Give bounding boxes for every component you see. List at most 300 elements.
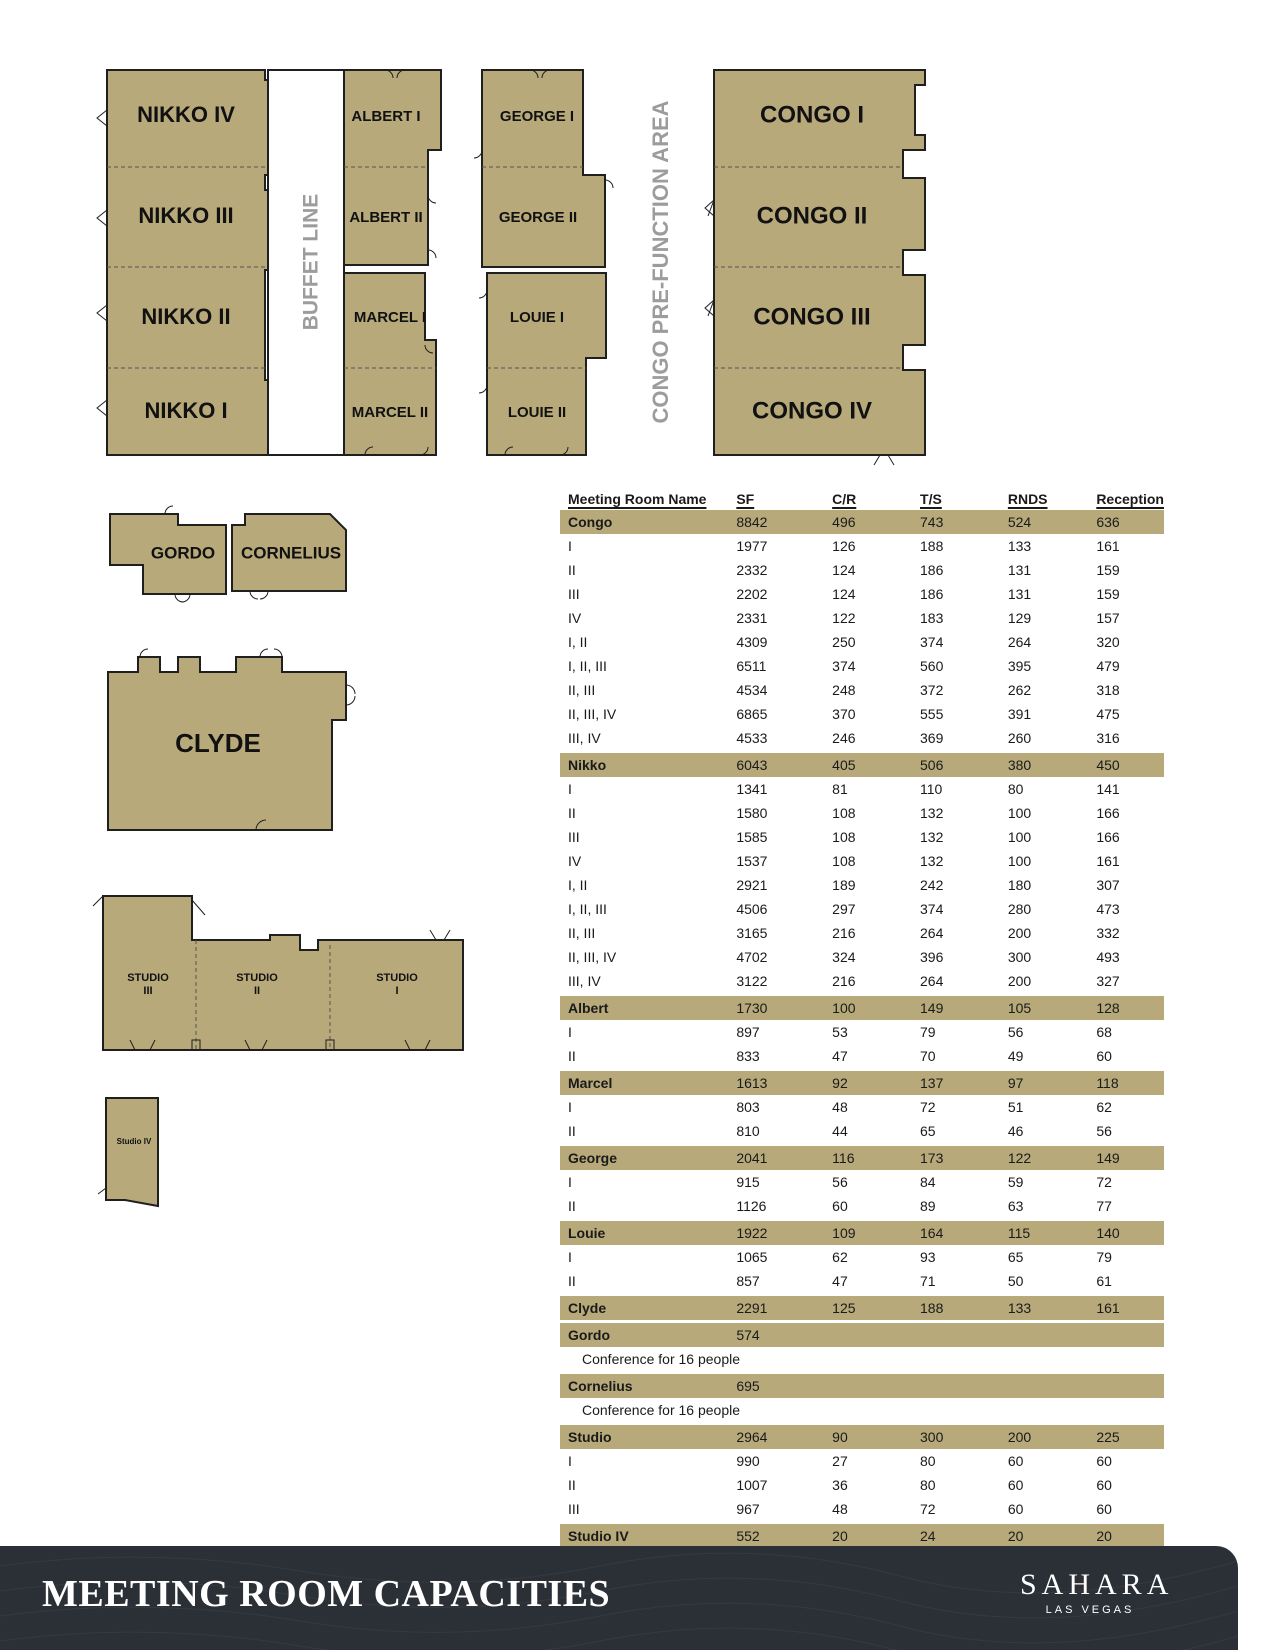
row-value: 50 [1007,1273,1024,1289]
row-value: 479 [1096,658,1120,674]
row-value: 48 [832,1099,848,1115]
room-label-studio-i-b: I [395,984,399,997]
table-row [560,777,1164,801]
row-value: 65 [920,1123,936,1139]
row-value: 2331 [736,610,768,626]
capacity-table-body [560,507,1164,1548]
table-row [560,558,1164,582]
row-value: 1977 [736,538,768,554]
room-label-clyde: CLYDE [175,727,261,758]
table-row [560,678,1164,702]
row-value: 1007 [736,1477,768,1493]
row-name: I [568,1249,572,1265]
room-label-studio-ii-a: STUDIO [236,971,278,984]
group-name: Studio IV [560,1524,728,1548]
row-value: 60 [832,1198,848,1214]
room-label-congo-iv: CONGO IV [751,397,873,425]
row-value: 141 [1096,781,1120,797]
header-rnds: RNDS [1007,491,1048,507]
row-value: 316 [1096,730,1120,746]
row-value: 110 [920,781,943,797]
row-value: 36 [832,1477,848,1493]
row-value: 53 [832,1024,848,1040]
marcel-block [344,273,436,455]
row-value: 374 [920,634,944,650]
row-value: 72 [920,1099,936,1115]
row-value: 133 [1007,538,1032,554]
row-value: 122 [832,610,856,626]
row-value: 70 [920,1048,936,1064]
row-value: 79 [920,1024,936,1040]
george-block [474,70,613,267]
brand-subtitle: LAS VEGAS [1045,1604,1135,1616]
group-value: 300 [912,1425,1000,1449]
room-label-studio-iv: Studio IV [116,1137,152,1147]
row-value: 93 [920,1249,936,1265]
row-value: 79 [1096,1249,1112,1265]
row-name: II, III [568,682,596,698]
group-value: 115 [1000,1221,1088,1245]
row-value: 332 [1096,925,1120,941]
row-value: 56 [1096,1123,1112,1139]
group-value [912,1323,1000,1347]
group-value: 8842 [728,510,824,534]
table-row [560,1269,1164,1293]
row-value: 132 [920,829,944,845]
table-group-row [560,1071,1164,1095]
row-value: 6511 [736,658,767,674]
row-value: 370 [832,706,856,722]
group-value: 125 [824,1296,912,1320]
group-value: 200 [1000,1425,1088,1449]
group-name: Studio [560,1425,728,1449]
row-name: II [568,1273,576,1289]
row-value: 264 [1007,634,1032,650]
table-row [560,921,1164,945]
table-row [560,945,1164,969]
row-name: III [568,586,580,602]
row-name: I [568,1099,572,1115]
row-value: 248 [832,682,856,698]
group-value: 20 [1000,1524,1088,1548]
table-row [560,969,1164,993]
row-value: 1341 [736,781,768,797]
row-name: II, III, IV [568,949,617,965]
row-value: 264 [920,925,944,941]
room-label-nikko-iv: NIKKO IV [137,101,235,127]
row-value: 44 [832,1123,848,1139]
row-value: 180 [1007,877,1032,893]
row-value: 4506 [736,901,768,917]
row-value: 124 [832,562,856,578]
row-value: 395 [1007,658,1032,674]
row-name: I [568,781,572,797]
table-note-row [560,1398,1164,1422]
row-value: 48 [832,1501,848,1517]
group-value: 137 [912,1071,1000,1095]
row-value: 1065 [736,1249,768,1265]
row-value: 242 [920,877,944,893]
page-title: MEETING ROOM CAPACITIES [42,1573,611,1615]
albert-block [344,70,441,265]
nikko-block [97,70,277,455]
header-room-name: Meeting Room Name [568,491,707,507]
group-name: Louie [560,1221,728,1245]
group-value: 743 [912,510,1000,534]
row-value: 81 [832,781,848,797]
group-value: 552 [728,1524,824,1548]
group-value: 122 [1000,1146,1088,1170]
group-value: 118 [1088,1071,1164,1095]
row-name: III [568,829,580,845]
group-value: 1613 [728,1071,824,1095]
row-value: 6865 [736,706,768,722]
row-value: 100 [1007,805,1032,821]
group-value: 149 [912,996,1000,1020]
table-group-row [560,1374,1164,1398]
row-name: III, IV [568,730,601,746]
row-value: 51 [1007,1099,1024,1115]
studio-block [93,896,463,1050]
group-value: 105 [1000,996,1088,1020]
group-value [1000,1374,1088,1398]
group-value: 2041 [728,1146,824,1170]
row-value: 374 [920,901,944,917]
row-value: 161 [1096,538,1120,554]
group-value [912,1374,1000,1398]
row-value: 46 [1007,1123,1024,1139]
group-value: 2964 [728,1425,824,1449]
table-header-row [560,485,1164,507]
row-value: 56 [832,1174,848,1190]
table-group-row [560,996,1164,1020]
row-value: 4534 [736,682,768,698]
footer-band [0,1546,1238,1650]
row-value: 189 [832,877,856,893]
room-label-george-ii: GEORGE II [498,208,578,226]
table-row [560,825,1164,849]
row-value: 60 [1007,1453,1024,1469]
row-value: 65 [1007,1249,1024,1265]
table-group-row [560,1296,1164,1320]
row-value: 200 [1007,925,1032,941]
row-name: II [568,562,576,578]
table-row [560,1170,1164,1194]
row-value: 60 [1096,1501,1112,1517]
group-value: 188 [912,1296,1000,1320]
row-value: 68 [1096,1024,1112,1040]
row-name: I, II [568,634,588,650]
row-value: 47 [832,1048,848,1064]
row-name: I [568,1453,572,1469]
row-value: 186 [920,586,944,602]
row-value: 84 [920,1174,936,1190]
row-name: I [568,538,572,554]
group-name: Congo [560,510,728,534]
row-value: 4309 [736,634,768,650]
group-value: 405 [824,753,912,777]
row-value: 327 [1096,973,1120,989]
group-value: 149 [1088,1146,1164,1170]
table-row [560,1119,1164,1143]
group-value: 128 [1088,996,1164,1020]
room-label-studio-ii-b: II [253,984,261,997]
group-value: 450 [1088,753,1164,777]
row-name: III [568,1501,580,1517]
brand-logo [1020,1568,1174,1616]
group-value: 173 [912,1146,1000,1170]
row-name: II [568,1048,576,1064]
row-value: 216 [832,925,856,941]
group-name: Gordo [560,1323,728,1347]
row-value: 857 [736,1273,760,1289]
row-value: 318 [1096,682,1120,698]
row-value: 27 [832,1453,848,1469]
row-value: 100 [1007,853,1032,869]
group-value: 140 [1088,1221,1164,1245]
room-label-congo-iii: CONGO III [753,303,871,331]
table-row [560,873,1164,897]
row-name: I [568,1024,572,1040]
row-value: 63 [1007,1198,1024,1214]
brand-name: SAHARA [1020,1568,1174,1601]
row-value: 262 [1007,682,1032,698]
row-value: 1585 [736,829,768,845]
row-value: 62 [832,1249,848,1265]
room-label-nikko-iii: NIKKO III [138,202,234,228]
row-value: 72 [1096,1174,1112,1190]
row-value: 307 [1096,877,1120,893]
table-row [560,1449,1164,1473]
row-value: 493 [1096,949,1120,965]
row-value: 324 [832,949,856,965]
row-value: 300 [1007,949,1032,965]
group-value: 116 [824,1146,912,1170]
table-row [560,1095,1164,1119]
row-name: II [568,1477,576,1493]
row-value: 2332 [736,562,768,578]
row-value: 72 [920,1501,936,1517]
row-value: 100 [1007,829,1032,845]
group-value: 6043 [728,753,824,777]
table-group-row [560,1221,1164,1245]
group-value [1088,1323,1164,1347]
row-value: 77 [1096,1198,1112,1214]
clyde-block [108,649,355,830]
table-row [560,897,1164,921]
row-value: 183 [920,610,944,626]
room-label-studio-iii-b: III [143,984,153,997]
table-group-row [560,510,1164,534]
row-value: 61 [1096,1273,1112,1289]
group-value: 161 [1088,1296,1164,1320]
row-value: 129 [1007,610,1032,626]
table-group-row [560,1524,1164,1548]
group-note: Conference for 16 people [582,1351,740,1367]
buffet-line-label: BUFFET LINE [299,193,323,331]
room-label-studio-iii-a: STUDIO [127,971,169,984]
row-name: II [568,805,576,821]
row-value: 108 [832,853,856,869]
congo-prefunction-label: CONGO PRE-FUNCTION AREA [647,100,673,424]
table-row [560,534,1164,558]
row-name: II [568,1198,576,1214]
congo-block [705,70,925,465]
row-value: 131 [1007,586,1032,602]
room-label-nikko-ii: NIKKO II [141,303,231,329]
louie-block [479,273,606,455]
row-value: 60 [1007,1501,1024,1517]
row-value: 108 [832,829,856,845]
group-note: Conference for 16 people [582,1402,740,1418]
group-value: 92 [824,1071,912,1095]
group-value: 1922 [728,1221,824,1245]
row-value: 369 [920,730,944,746]
row-name: II [568,1123,576,1139]
row-value: 246 [832,730,856,746]
row-value: 555 [920,706,944,722]
group-value: 2291 [728,1296,824,1320]
room-label-studio-i-a: STUDIO [376,971,418,984]
row-value: 80 [1007,781,1024,797]
group-value: 1730 [728,996,824,1020]
row-name: IV [568,610,582,626]
table-row [560,1020,1164,1044]
table-group-row [560,1323,1164,1347]
group-value [824,1323,912,1347]
row-value: 810 [736,1123,760,1139]
header-ts: T/S [920,491,942,507]
row-name: I, II, III [568,901,607,917]
row-value: 560 [920,658,944,674]
row-value: 56 [1007,1024,1024,1040]
group-value [824,1374,912,1398]
row-value: 188 [920,538,944,554]
row-value: 89 [920,1198,936,1214]
group-value: 90 [824,1425,912,1449]
row-value: 108 [832,805,856,821]
row-value: 132 [920,805,944,821]
row-name: I, II, III [568,658,607,674]
room-label-marcel-i: MARCEL I [353,308,427,326]
row-value: 250 [832,634,856,650]
group-value: 100 [824,996,912,1020]
group-value: 506 [912,753,1000,777]
row-name: II, III, IV [568,706,617,722]
room-label-congo-i: CONGO I [759,101,865,129]
gordo-cornelius-block [110,506,346,602]
header-reception: Reception [1096,491,1164,507]
row-value: 297 [832,901,856,917]
row-value: 1126 [736,1198,767,1214]
row-value: 60 [1096,1453,1112,1469]
row-value: 396 [920,949,944,965]
row-value: 967 [736,1501,760,1517]
row-value: 49 [1007,1048,1024,1064]
row-value: 200 [1007,973,1032,989]
row-value: 159 [1096,586,1120,602]
table-group-row [560,753,1164,777]
group-value: 496 [824,510,912,534]
row-value: 132 [920,853,944,869]
table-row [560,702,1164,726]
group-name: Clyde [560,1296,728,1320]
row-value: 3122 [736,973,768,989]
row-value: 374 [832,658,856,674]
row-value: 47 [832,1273,848,1289]
room-label-louie-i: LOUIE I [509,308,565,326]
row-value: 157 [1096,610,1120,626]
row-value: 2921 [736,877,768,893]
row-value: 803 [736,1099,760,1115]
row-name: I [568,1174,572,1190]
table-group-row [560,1425,1164,1449]
group-name: George [560,1146,728,1170]
row-name: IV [568,853,582,869]
table-group-row [560,1146,1164,1170]
group-value: 225 [1088,1425,1164,1449]
room-label-albert-i: ALBERT I [351,107,421,125]
row-value: 80 [920,1453,936,1469]
table-row [560,1497,1164,1521]
row-value: 2202 [736,586,768,602]
group-name: Marcel [560,1071,728,1095]
group-value: 524 [1000,510,1088,534]
group-name: Nikko [560,753,728,777]
row-value: 260 [1007,730,1032,746]
table-row [560,654,1164,678]
header-sf: SF [736,491,755,507]
row-value: 126 [832,538,856,554]
row-value: 280 [1007,901,1032,917]
table-row [560,801,1164,825]
group-value: 109 [824,1221,912,1245]
row-name: II, III [568,925,596,941]
row-value: 186 [920,562,944,578]
row-value: 60 [1007,1477,1024,1493]
table-row [560,726,1164,750]
table-row [560,1044,1164,1068]
row-value: 391 [1007,706,1032,722]
row-value: 80 [920,1477,936,1493]
row-value: 264 [920,973,944,989]
row-value: 897 [736,1024,760,1040]
room-label-george-i: GEORGE I [499,107,575,125]
group-value: 24 [912,1524,1000,1548]
table-row [560,582,1164,606]
group-value: 20 [1088,1524,1164,1548]
row-value: 216 [832,973,856,989]
group-value: 380 [1000,753,1088,777]
row-value: 473 [1096,901,1120,917]
studio-iv-block [98,1098,158,1206]
group-name: Cornelius [560,1374,728,1398]
row-value: 159 [1096,562,1120,578]
row-value: 475 [1096,706,1120,722]
row-value: 833 [736,1048,760,1064]
row-value: 124 [832,586,856,602]
capacity-table [560,485,1164,1548]
group-value: 636 [1088,510,1164,534]
row-value: 4702 [736,949,768,965]
room-label-congo-ii: CONGO II [756,202,868,230]
row-value: 161 [1096,853,1120,869]
row-value: 62 [1096,1099,1112,1115]
room-label-albert-ii: ALBERT II [349,208,423,226]
table-note-row [560,1347,1164,1371]
table-row [560,630,1164,654]
row-value: 60 [1096,1477,1112,1493]
